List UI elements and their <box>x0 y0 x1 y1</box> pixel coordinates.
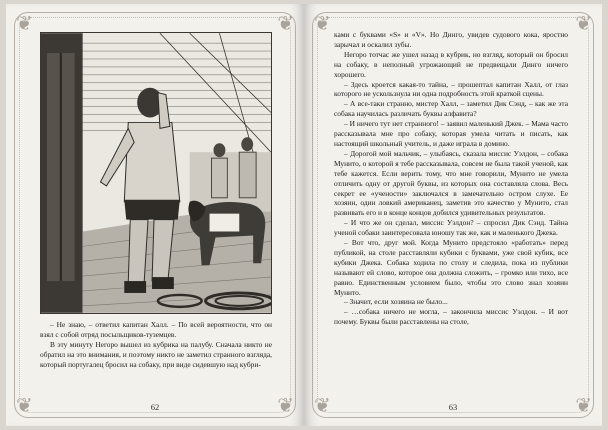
right-page <box>304 4 602 426</box>
ornament-vine-icon: ❦ <box>575 395 592 417</box>
paragraph: – Здесь кроется какая-то тайна, – прошептал капитан Халл, от глаз которого не ускользнула ни одна подробность этой краткой сцены. <box>334 79 568 99</box>
page-number: 63 <box>448 402 458 412</box>
page-number: 62 <box>150 402 160 412</box>
ornament-vine-icon: ❦ <box>16 395 33 417</box>
ornament-vine-icon: ❦ <box>314 395 331 417</box>
paragraph: – Вот что, друг мой. Когда Мунито предстояло «работать» перед публикой, на столе расставляли кубики с буквами, уже свой кубик, все кубики Джека. Собака ходила по столу и следила, пока из публики называют ей слово, которое она должна сложить, – громко или тихо, все равно. Единственным условием было, чтобы это слово знал хозяин Мунито. <box>334 238 568 297</box>
paragraph: – Значит, если хозяина не было... <box>344 297 448 307</box>
paragraph: – Дорогой мой мальчик, – улыбаясь, сказала миссис Уэлдон, – собака Мунито, о которой я тебе рассказывала, совсем не была такой ученой, как тебе кажется. Если верить тому, что мне говорили, Мунито не умела отличить одну от другой буквы, из которых она составляла слова. Весь секрет ее «учености» заключался в замечательно остром слухе. Ее хозяин, один ловкий американец, заметив это качество у Мунито, стал развивать его и в конце концов добился удивительных результатов. <box>334 148 568 218</box>
right-page-text <box>334 30 568 327</box>
ornament-vine-icon: ❦ <box>277 395 294 417</box>
paragraph: – …собака ничего не могла, – закончила миссис Уэлдон. – И вот почему. Буквы были расставлены на столе, <box>334 307 568 327</box>
paragraph: ками с буквами «S» и «V». Но Динго, увидев судового кока, яростно зарычал и оскалил зубы. <box>334 30 568 49</box>
paragraph: Негоро тотчас же ушел назад в кубрик, но взгляд, который он бросил на собаку, в неполный угрожающий не предвещали Динго ничего хорошего. <box>334 49 568 79</box>
paragraph: – И ничего тут нет странного! – заявил маленький Джек. – Мама часто рассказывала мне про собаку, которая умела читать и писать, как настоящий школьный учитель, и даже играла в домино. <box>334 119 568 148</box>
ornament-vine-icon: ❦ <box>277 13 294 35</box>
book-spread <box>6 4 602 426</box>
paragraph: В эту минуту Негоро вышел из кубрика на палубу. Сначала никто не обратил на это внимания, и поэтому никто не заметил странного взгляда, который португалец бросил на собаку, при виде сидевшую над кубри- <box>40 339 272 369</box>
ornament-vine-icon: ❦ <box>314 13 331 35</box>
ornament-vine-icon: ❦ <box>575 13 592 35</box>
illustration-sailor-and-dog <box>40 32 272 314</box>
left-page-text <box>40 320 272 370</box>
left-page <box>6 4 304 426</box>
ornament-vine-icon: ❦ <box>16 13 33 35</box>
paragraph: – Не знаю, – ответил капитан Халл. – По всей вероятности, что он взял с собой отряд посыльщиков-туземцев. <box>40 320 272 339</box>
paragraph: – А все-таки странно, мистер Халл, – заметил Дик Сэнд, – как же эта собака научилась различать буквы алфавита? <box>334 99 568 119</box>
paragraph: – И что же он сделал, миссис Уэлдон? – спросил Дик Сэнд. Тайна ученой собаки заинтересовала юношу так же, как и маленького Джека. <box>334 218 568 238</box>
